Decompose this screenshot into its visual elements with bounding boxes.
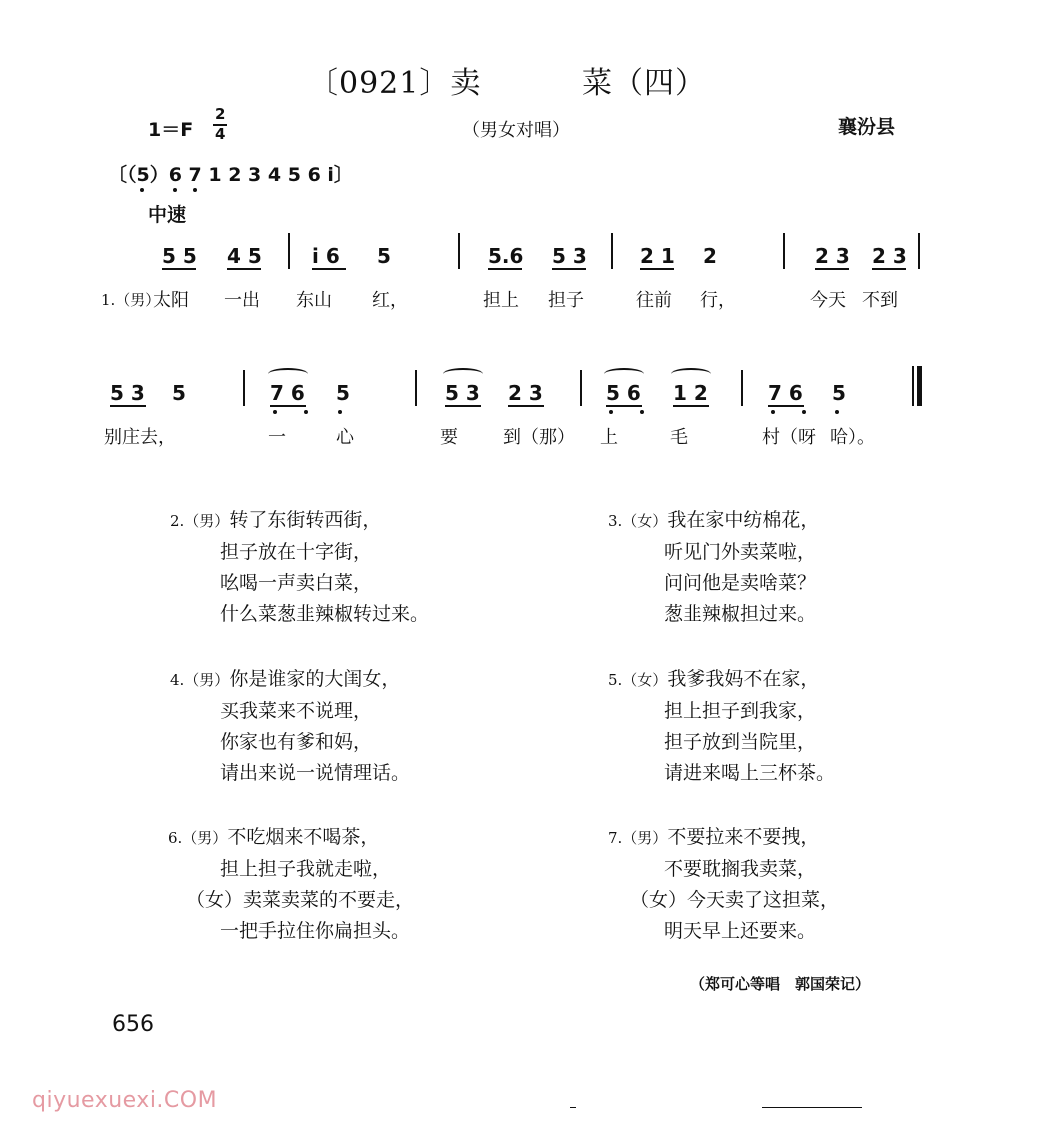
final-barline	[912, 366, 914, 406]
lyric-word: 一	[268, 427, 286, 448]
lyric-word: 毛	[670, 427, 688, 448]
verse-label: 3.（女）	[608, 512, 668, 530]
lyric-word: 别庄去，	[104, 427, 176, 448]
note-group: 7 6	[768, 381, 803, 405]
verse-line: 我爹我妈不在家，	[667, 668, 820, 690]
lyric-word: 不到	[862, 290, 898, 311]
credit-line: （郑可心等唱 郭国荣记）	[690, 975, 871, 993]
note-group: 5 3	[110, 381, 145, 405]
verse-3	[608, 505, 819, 630]
lyric-word: 今天	[810, 290, 846, 311]
note-group: 5 5	[162, 244, 197, 268]
note-group: 4 5	[227, 244, 262, 268]
verse-line: 听见门外卖菜啦，	[664, 541, 817, 563]
verse-line: 问问他是卖啥菜？	[664, 572, 817, 594]
note-group: 2	[703, 244, 717, 268]
verse-line: （女）卖菜卖菜的不要走，	[186, 889, 415, 911]
lyric-word: 行，	[700, 290, 736, 311]
lyric-word: 村（呀	[762, 427, 816, 448]
slur	[443, 368, 483, 380]
lyric-word: 东山	[296, 290, 332, 311]
lyric-word: 要	[440, 427, 458, 448]
note-group: 5 3	[552, 244, 587, 268]
note-group: 5	[377, 244, 391, 268]
verse-label: 4.（男）	[170, 671, 230, 689]
lyric-word: 上	[600, 427, 618, 448]
verse-6	[168, 822, 414, 947]
note-group: 5 3	[445, 381, 480, 405]
verse-line: 担上担子到我家，	[664, 700, 817, 722]
lyric-word: 哈）。	[830, 427, 875, 448]
slur	[268, 368, 308, 380]
note-group: 5	[336, 381, 350, 405]
note-group: 1 2	[673, 381, 708, 405]
verse-2	[170, 505, 429, 630]
song-number: 〔0921〕	[308, 66, 451, 101]
note-group: 2 3	[872, 244, 907, 268]
page-number: 656	[112, 1012, 154, 1037]
verse-4	[170, 664, 410, 789]
verse-line: 转了东街转西街，	[229, 509, 382, 531]
verse-line: 你家也有爹和妈，	[220, 731, 373, 753]
verse-line: 担子放到当院里，	[664, 731, 817, 753]
lyric-word: 红，	[372, 290, 408, 311]
key-signature: 1＝F	[148, 119, 194, 141]
song-title-first-char: 卖	[450, 66, 482, 101]
verse-line: 你是谁家的大闺女，	[229, 668, 401, 690]
watermark: qiyuexuexi.COM	[32, 1088, 218, 1113]
lyric-word: 担子	[548, 290, 584, 311]
scale-range: 〔（5）6 7 1 2 3 4 5 6 i〕	[108, 164, 353, 186]
song-title-rest: 菜（四）	[582, 66, 706, 101]
verse-line: 不吃烟来不喝茶，	[227, 826, 380, 848]
lyric-word: 一出	[224, 290, 260, 311]
lyric-word: 往前	[636, 290, 672, 311]
time-signature-denominator: 4	[215, 125, 226, 143]
lyric-word: 担上	[483, 290, 519, 311]
note-group: 5.6	[488, 244, 524, 268]
verse-5	[608, 664, 835, 789]
note-group: 2 3	[815, 244, 850, 268]
lyric-word: 太阳	[153, 290, 189, 311]
time-signature-numerator: 2	[215, 105, 226, 123]
verse-line: 请出来说一说情理话。	[220, 762, 411, 784]
verse-line: 明天早上还要来。	[664, 920, 817, 942]
verse-line: 请进来喝上三杯茶。	[664, 762, 836, 784]
verse-7	[608, 822, 839, 947]
verse-line: （女）今天卖了这担菜，	[630, 889, 840, 911]
verse-line: 担子放在十字街，	[220, 541, 373, 563]
slur	[671, 368, 711, 380]
lyric-word: 心	[336, 427, 354, 448]
note-group: 5 6	[606, 381, 641, 405]
verse-label: 5.（女）	[608, 671, 668, 689]
note-group: i 6	[312, 244, 340, 268]
verse-line: 不要拉来不要拽，	[667, 826, 820, 848]
note-group: 5	[172, 381, 186, 405]
note-group: 7 6	[270, 381, 305, 405]
verse-line: 一把手拉住你扁担头。	[220, 920, 411, 942]
verse-line: 买我菜来不说理，	[220, 700, 373, 722]
tempo-marking: 中速	[148, 204, 187, 226]
verse-line: 担上担子我就走啦，	[220, 858, 392, 880]
verse-line: 吆喝一声卖白菜，	[220, 572, 373, 594]
lyric-verse-label: 1.（男）	[101, 291, 161, 309]
lyric-word: 到（那）	[503, 427, 575, 448]
region: 襄汾县	[838, 116, 896, 138]
performance-note: （男女对唱）	[462, 120, 570, 141]
verse-line: 什么菜葱韭辣椒转过来。	[220, 603, 430, 625]
note-group: 2 3	[508, 381, 543, 405]
verse-label: 2.（男）	[170, 512, 230, 530]
note-group: 2 1	[640, 244, 675, 268]
note-group: 5	[832, 381, 846, 405]
verse-line: 葱韭辣椒担过来。	[664, 603, 817, 625]
verse-line: 我在家中纺棉花，	[667, 509, 820, 531]
verse-label: 7.（男）	[608, 829, 668, 847]
slur	[604, 368, 644, 380]
verse-label: 6.（男）	[168, 829, 228, 847]
verse-line: 不要耽搁我卖菜，	[664, 858, 817, 880]
